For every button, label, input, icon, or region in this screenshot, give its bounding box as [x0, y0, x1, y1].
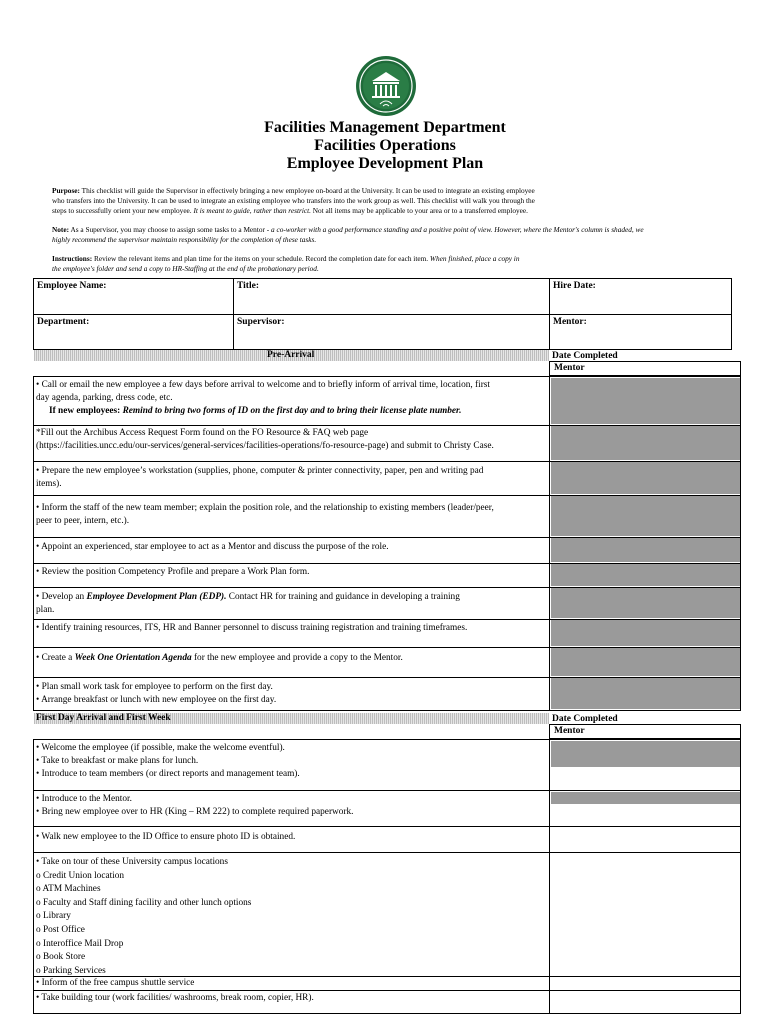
document-title-operations: Facilities Operations — [314, 137, 456, 154]
checklist-item-development-plan: • Develop an Employee Development Plan (EDP). Contact HR for training and guidance in developing a training plan. — [36, 592, 460, 615]
department-field[interactable]: Department: — [37, 317, 90, 327]
mentor-field[interactable]: Mentor: — [553, 317, 587, 327]
first-day-date-completed-heading: Date Completed — [552, 714, 618, 724]
checklist-item-shuttle-service: • Inform of the free campus shuttle service — [36, 978, 195, 988]
checklist-item-welcome: • Welcome the employee (if possible, make the welcome eventful). • Take to breakfast or make plans for lunch. • Introduce to team members (or direct reports and management team). — [36, 743, 300, 779]
first-day-heading: First Day Arrival and First Week — [36, 713, 171, 723]
shaded-mentor-cell — [551, 588, 740, 618]
checklist-item-prepare-workstation: • Prepare the new employee’s workstation (supplies, phone, computer & printer connectivity, paper, pen and writing pad items). — [36, 466, 484, 489]
shaded-mentor-cell — [551, 678, 740, 709]
document-title-department: Facilities Management Department — [264, 119, 506, 136]
checklist-item-orientation-agenda: • Create a Week One Orientation Agenda for the new employee and provide a copy to the Mentor. — [36, 653, 403, 663]
shaded-mentor-cell — [551, 496, 740, 536]
employee-name-field[interactable]: Employee Name: — [37, 281, 107, 291]
checklist-item-training-resources: • Identify training resources, ITS, HR and Banner personnel to discuss training registration and training timeframes. — [36, 623, 468, 633]
shaded-mentor-cell — [551, 462, 740, 494]
title-field[interactable]: Title: — [237, 281, 259, 291]
first-day-mentor-heading: Mentor — [554, 726, 585, 736]
checklist-item-competency-profile: • Review the position Competency Profile and prepare a Work Plan form. — [36, 567, 310, 577]
note-paragraph: Note: As a Supervisor, you may choose to assign some tasks to a Mentor - a co-worker with a good performance standing and a positive point of view. However, where the Mentor's column is shaded, we highly recommend the supervisor maintain responsibility for the completion of these tasks. — [52, 225, 644, 244]
checklist-item-appoint-mentor: • Appoint an experienced, star employee to act as a Mentor and discuss the purpose of the role. — [36, 542, 389, 552]
checklist-item-call-new-employee: • Call or email the new employee a few days before arrival to welcome and to briefly inform of arrival time, location, first day agenda, parking, dress code, etc. If new employees: Remind to bring two forms of ID on the first day and to bring their license plate number. — [36, 380, 490, 416]
checklist-item-campus-tour: • Take on tour of these University campus locations o Credit Union location o ATM Machines o Faculty and Staff dining facility and other lunch options o Library o Post Office o Interoffice Mail Drop o Book Store o Parking Services — [36, 857, 252, 976]
checklist-item-first-day-task: • Plan small work task for employee to perform on the first day. • Arrange breakfast or lunch with new employee on the first day. — [36, 682, 277, 705]
pre-arrival-heading: Pre-Arrival — [267, 350, 315, 360]
purpose-paragraph: Purpose: This checklist will guide the Supervisor in effectively bringing a new employee on-board at the University. It can be used to integrate an existing employee who transfers into the University. It can be used to integrate an existing employee who transfers into the work group as well. This checklist will walk you through the steps to successfully orient your new employee. It is meant to guide, rather than restrict. Not all items may be applicable to your area or to a transferred employee. — [52, 186, 535, 215]
supervisor-field[interactable]: Supervisor: — [237, 317, 285, 327]
shaded-mentor-cell — [551, 648, 740, 676]
shaded-mentor-cell — [551, 620, 740, 646]
instructions-paragraph: Instructions: Review the relevant items and plan time for the items on your schedule. Record the completion date for each item. When finished, place a copy in the employee's folder and send a copy to HR-Staffing at the end of the probationary period. — [52, 254, 520, 273]
shaded-mentor-cell — [551, 741, 740, 767]
shaded-mentor-cell — [551, 426, 740, 460]
checklist-item-inform-staff: • Inform the staff of the new team member; explain the position role, and the relationship to existing members (leader/peer, peer to peer, intern, etc.). — [36, 503, 494, 526]
shaded-mentor-cell — [551, 538, 740, 562]
shaded-mentor-cell — [551, 378, 740, 424]
pre-arrival-mentor-heading: Mentor — [554, 363, 585, 373]
document-title-plan: Employee Development Plan — [286, 155, 484, 172]
checklist-item-building-tour: • Take building tour (work facilities/ washrooms, break room, copier, HR). — [36, 993, 314, 1003]
shaded-mentor-cell — [551, 564, 740, 586]
checklist-item-archibus-form: *Fill out the Archibus Access Request Form found on the FO Resource & FAQ web page (https://facilities.uncc.edu/our-services/general-services/facilities-operations/fo-resource-page) and submit to Christy Case. — [36, 428, 494, 451]
university-seal-logo — [355, 55, 417, 117]
pre-arrival-date-completed-heading: Date Completed — [552, 351, 618, 361]
hire-date-field[interactable]: Hire Date: — [553, 281, 596, 291]
checklist-item-id-office: • Walk new employee to the ID Office to ensure photo ID is obtained. — [36, 832, 296, 842]
shaded-mentor-cell — [551, 792, 740, 804]
checklist-item-introduce-mentor: • Introduce to the Mentor. • Bring new employee over to HR (King – RM 222) to complete required paperwork. — [36, 794, 354, 817]
